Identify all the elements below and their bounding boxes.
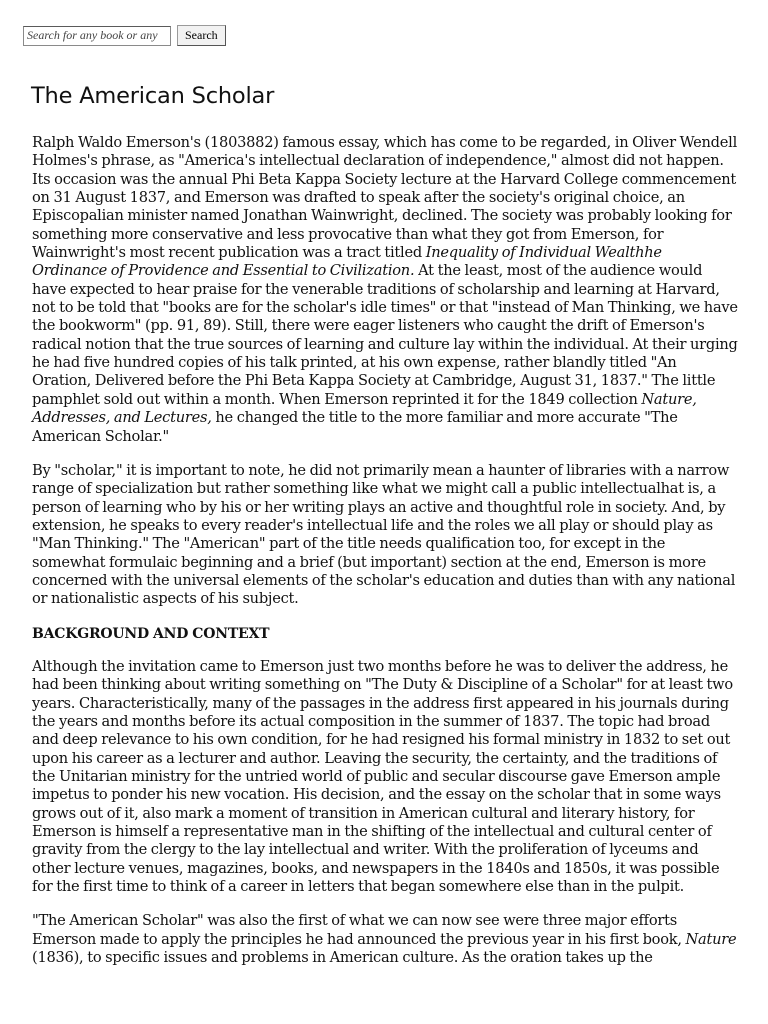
search-input[interactable] xyxy=(23,26,171,46)
paragraph-intro-text-2: At the least, most of the audience would have expected to hear praise for the venerable traditions of scholarship and learning at Harvard, not to be told that "books are for the scholar's idle times" or that "instead of Man Thinking, we have the bookworm" (pp. 91, 89). Still, there were eager listeners who caught the drift of Emerson's radical notion that the true sources of learning and culture lay within the individual. At their urging he had five hundred copies of his talk printed, at his own expense, rather blandly titled "An Oration, Delivered before the Phi Beta Kappa Society at Cambridge, August 31, 1837." The little pamphlet sold out within a month. When Emerson reprinted it for the 1849 collection xyxy=(32,262,738,408)
paragraph-intro-text-3: he changed the title to the more familiar and more accurate "The American Scholar." xyxy=(32,409,678,445)
paragraph-scholar-definition: By "scholar," it is important to note, he did not primarily mean a haunter of libraries with a narrow range of specialization but rather something like what we might call a public intellectualhat is, a person of learning who by his or her writing plays an active and thoughtful role in society. And, by extension, he speaks to every reader's intellectual life and the roles we all play or should play as "Man Thinking." The "American" part of the title needs qualification too, for except in the somewhat formulaic beginning and a brief (but important) section at the end, Emerson is more concerned with the universal elements of the scholar's education and duties than with any national or nationalistic aspects of his subject. xyxy=(32,461,736,608)
page-title: The American Scholar xyxy=(31,83,275,109)
paragraph-background: Although the invitation came to Emerson just two months before he was to deliver the address, he had been thinking about writing something on "The Duty & Discipline of a Scholar" for at least two years. Characteristically, many of the passages in the address first appeared in his journals during the years and months before its actual composition in the summer of 1837. The topic had broad and deep relevance to his own condition, for he had resigned his formal ministry in 1832 to set out upon his career as a lecturer and author. Leaving the security, the certainty, and the traditions of the Unitarian ministry for the untried world of public and secular discourse gave Emerson ample impetus to ponder his new vocation. His decision, and the essay on the scholar that in some ways grows out of it, also mark a moment of transition in American cultural and literary history, for Emerson is himself a representative man in the shifting of the intellectual and cultural center of gravity from the clergy to the lay intellectual and writer. With the proliferation of lyceums and other lecture venues, magazines, books, and newspapers in the 1840s and 1850s, it was possible for the first time to think of a career in letters that began somewhere else than in the pulpit. xyxy=(32,657,733,896)
book-title-nature: Nature xyxy=(685,930,737,948)
paragraph-intro xyxy=(32,134,738,446)
paragraph-major-efforts-text-1: "The American Scholar" was also the first of what we can now see were three major efforts Emerson made to apply the principles he had announced the previous year in his first book, xyxy=(32,912,686,948)
section-heading: BACKGROUND AND CONTEXT xyxy=(32,625,270,642)
collection-title: Nature, Addresses, and Lectures, xyxy=(32,390,697,427)
paragraph-intro-text-1: Ralph Waldo Emerson's (1803882) famous essay, which has come to be regarded, in Oliver Wendell Holmes's phrase, as "America's intellectual declaration of independence," almost did not happen. Its occasion was the annual Phi Beta Kappa Society lecture at the Harvard College commencement on 31 August 1837, and Emerson was drafted to speak after the society's original choice, an Episcopalian minister named Jonathan Wainwright, declined. The society was probably looking for something more conservative and less provocative than what they got from Emerson, for Wainwright's most recent publication was a tract titled xyxy=(32,134,737,262)
article-body xyxy=(32,134,738,983)
paragraph-major-efforts-text-2: (1836), to specific issues and problems in American culture. As the oration takes up the xyxy=(32,949,653,967)
paragraph-major-efforts xyxy=(32,912,738,967)
search-bar xyxy=(23,25,226,46)
search-button[interactable]: Search xyxy=(177,25,226,46)
tract-title: Inequality of Individual Wealthhe Ordinance of Providence and Essential to Civilization. xyxy=(32,244,662,280)
